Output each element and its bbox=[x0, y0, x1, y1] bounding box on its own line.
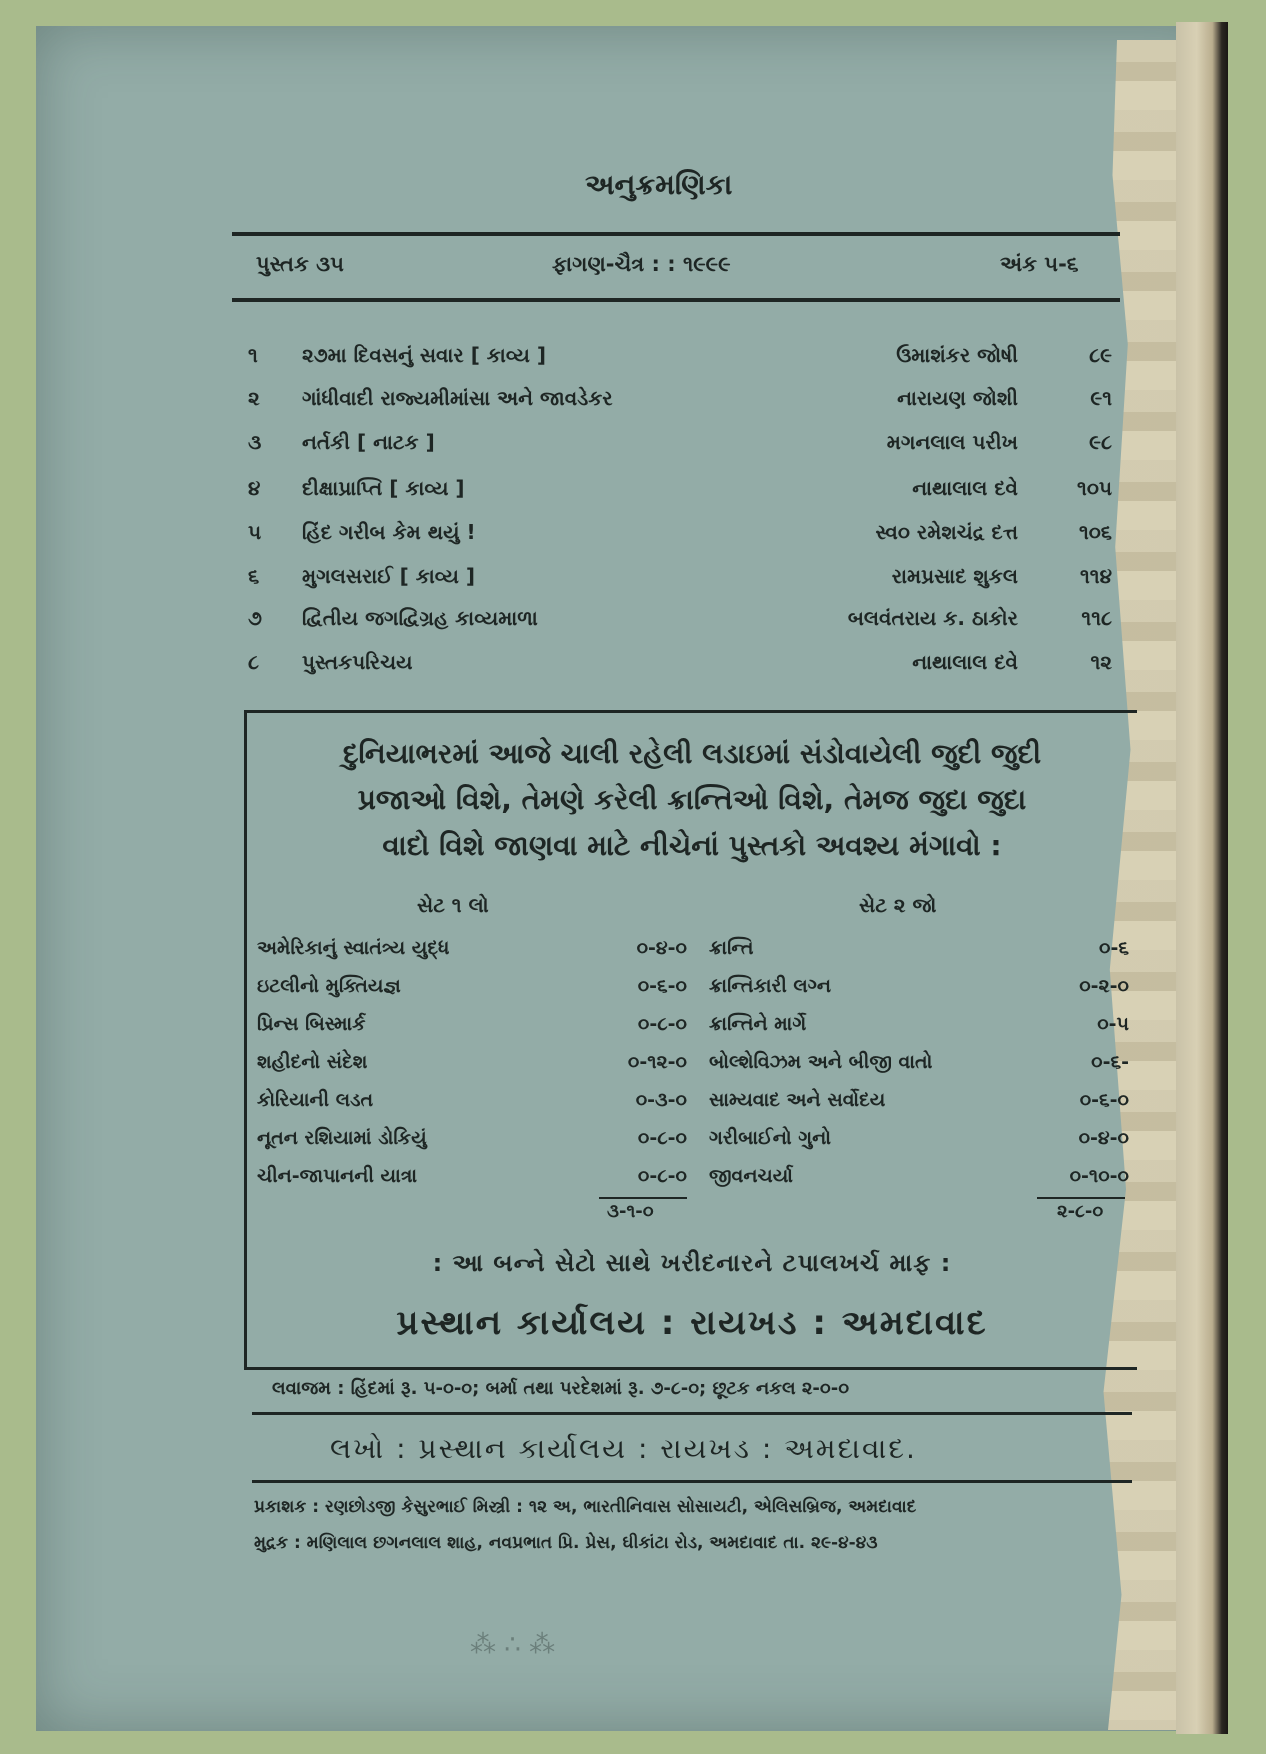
toc-row bbox=[248, 476, 1128, 516]
toc-title: પુસ્તકપરિચય bbox=[302, 650, 413, 674]
book-name: કોરિયાની લડત bbox=[257, 1089, 374, 1111]
header-rule-top bbox=[232, 232, 1120, 236]
book-name: પ્રિન્સ બિસ્માર્ક bbox=[257, 1013, 366, 1035]
toc-number: ૪ bbox=[248, 476, 261, 500]
toc-number: ૩ bbox=[248, 430, 262, 454]
faded-stamp-mark: ⁂ ∴ ⁂ bbox=[470, 1630, 556, 1660]
toc-page-number: ૯૧ bbox=[1090, 386, 1112, 410]
set-1-book bbox=[257, 1013, 687, 1051]
book-price: ૦-૩-૦ bbox=[635, 1089, 687, 1111]
set-1-book bbox=[257, 1089, 687, 1127]
book-name: શહીદનો સંદેશ bbox=[257, 1051, 368, 1073]
book-name: અમેરિકાનું સ્વાતંત્ર્ય યુદ્ધ bbox=[257, 937, 450, 959]
book-price: ૦-૪-૦ bbox=[636, 937, 687, 959]
toc-title: મુગલસરાઈ [ કાવ્ય ] bbox=[302, 564, 475, 588]
toc-title: દ્વિતીય જગદ્વિગ્રહ કાવ્યમાળા bbox=[302, 606, 538, 630]
toc-author: નારાયણ જોશી bbox=[897, 386, 1018, 410]
set-2-book bbox=[709, 1089, 1129, 1127]
printer-line: મુદ્રક : મણિલાલ છગનલાલ શાહ, નવપ્રભાત પ્રિ. પ્રેસ, ઘીકાંટા રોડ, અમદાવાદ તા. ૨૯-૪-૪૩ bbox=[254, 1533, 878, 1553]
toc-number: ૬ bbox=[248, 564, 260, 588]
set-2-book bbox=[709, 975, 1129, 1013]
issue-number: અંક ૫-૬ bbox=[1000, 252, 1079, 276]
set-1-label: સેટ ૧ લો bbox=[417, 893, 489, 917]
book-name: ઇટલીનો મુક્તિયજ્ઞ bbox=[257, 975, 401, 997]
header-rule-bottom bbox=[232, 298, 1120, 302]
toc-title: ગાંધીવાદી રાજ્યમીમાંસા અને જાવડેકર bbox=[302, 386, 613, 410]
set-1-book bbox=[257, 1051, 687, 1089]
book-price: ૦-૧૦-૦ bbox=[1069, 1165, 1129, 1187]
subscription-rates: લવાજમ : હિંદમાં રૂ. ૫-૦-૦; બર્મા તથા પરદેશમાં રૂ. ૭-૮-૦; છૂટક નકલ ૨-૦-૦ bbox=[272, 1378, 850, 1399]
footer-rule-1 bbox=[252, 1412, 1132, 1415]
advertisement-box bbox=[244, 710, 1137, 1370]
publisher-line: પ્રકાશક : રણછોડજી કેસુરભાઈ મિસ્ત્રી : ૧૨ અ, ભારતીનિવાસ સોસાયટી, એલિસબ્રિજ, અમદાવાદ bbox=[254, 1497, 917, 1517]
book-spine bbox=[1176, 22, 1228, 1734]
toc-page-number: ૧૧૮ bbox=[1081, 606, 1112, 630]
set-2-book bbox=[709, 1127, 1129, 1165]
advert-line-1: દુનિયાભરમાં આજે ચાલી રહેલી લડાઇમાં સંડોવાયેલી જુદી જુદી bbox=[342, 737, 1042, 770]
toc-row bbox=[248, 606, 1128, 646]
advert-line-2: પ્રજાઓ વિશે, તેમણે કરેલી ક્રાન્તિઓ વિશે, તેમજ જુદા જુદા bbox=[357, 783, 1027, 816]
toc-number: ૮ bbox=[248, 650, 259, 674]
toc-author: રામપ્રસાદ શુકલ bbox=[891, 564, 1018, 588]
toc-row bbox=[248, 386, 1128, 426]
set-1-book bbox=[257, 937, 687, 975]
set-2-book bbox=[709, 937, 1129, 975]
set-1-book bbox=[257, 1127, 687, 1165]
toc-page-number: ૯૮ bbox=[1089, 430, 1112, 454]
toc-page-number: ૮૯ bbox=[1089, 343, 1112, 367]
set-2-book bbox=[709, 1013, 1129, 1051]
toc-title: હિંદ ગરીબ કેમ થયું ! bbox=[302, 520, 476, 544]
book-price: ૦-૨-૦ bbox=[1079, 975, 1129, 997]
book-price: ૦-૬-૦ bbox=[637, 975, 687, 997]
toc-row bbox=[248, 564, 1128, 604]
toc-author: સ્વ૦ રમેશચંદ્ર દત્ત bbox=[875, 520, 1018, 544]
book-price: ૦-૮-૦ bbox=[637, 1165, 687, 1187]
book-name: ચીન-જાપાનની યાત્રા bbox=[257, 1165, 418, 1187]
toc-title: ૨૭મા દિવસનું સવાર [ કાવ્ય ] bbox=[302, 343, 546, 367]
toc-row bbox=[248, 343, 1128, 383]
toc-row bbox=[248, 520, 1128, 560]
volume-label: પુસ્તક ૩૫ bbox=[256, 252, 344, 276]
toc-author: મગનલાલ પરીખ bbox=[886, 430, 1018, 454]
book-price: ૦-૧૨-૦ bbox=[627, 1051, 687, 1073]
toc-page-number: ૧૧૪ bbox=[1080, 564, 1112, 588]
book-price: ૦-૮-૦ bbox=[637, 1013, 687, 1035]
set-1-total-rule bbox=[599, 1197, 687, 1199]
toc-number: ૨ bbox=[248, 386, 260, 410]
toc-number: ૫ bbox=[248, 520, 262, 544]
free-postage-note: : આ બન્ને સેટો સાથે ખરીદનારને ટપાલખર્ચ માફ : bbox=[432, 1249, 952, 1277]
issue-date: ફાગણ-ચૈત્ર : : ૧૯૯૯ bbox=[552, 252, 731, 276]
book-price: ૦-૮-૦ bbox=[637, 1127, 687, 1149]
toc-title: દીક્ષાપ્રાપ્તિ [ કાવ્ય ] bbox=[302, 476, 465, 500]
toc-number: ૭ bbox=[248, 606, 262, 630]
set-1-total: ૩-૧-૦ bbox=[607, 1201, 654, 1222]
book-name: ક્રાન્તિ bbox=[709, 937, 754, 959]
book-price: ૦-૬- bbox=[1091, 1051, 1129, 1073]
toc-author: ઉમાશંકર જોષી bbox=[896, 343, 1018, 367]
toc-author: બલવંતરાય ક. ઠાકોર bbox=[847, 606, 1018, 630]
office-address: પ્રસ્થાન કાર્યાલય : રાયખડ : અમદાવાદ bbox=[396, 1303, 988, 1343]
advert-line-3: વાદો વિશે જાણવા માટે નીચેનાં પુસ્તકો અવશ્ય મંગાવો : bbox=[382, 829, 1002, 862]
footer-rule-2 bbox=[252, 1480, 1132, 1483]
set-2-total-rule bbox=[1037, 1197, 1125, 1199]
toc-title: નર્તકી [ નાટક ] bbox=[302, 430, 435, 454]
book-price: ૦-૪-૦ bbox=[1078, 1127, 1129, 1149]
book-price: ૦-૬-૦ bbox=[1079, 1089, 1129, 1111]
book-name: ગરીબાઈનો ગુનો bbox=[709, 1127, 832, 1149]
book-name: જીવનચર્યા bbox=[709, 1165, 793, 1187]
set-1-book bbox=[257, 975, 687, 1013]
book-name: ક્રાન્તિકારી લગ્ન bbox=[709, 975, 832, 997]
toc-author: નાથાલાલ દવે bbox=[912, 476, 1018, 500]
toc-row bbox=[248, 650, 1128, 690]
book-name: ક્રાન્તિને માર્ગે bbox=[709, 1013, 807, 1035]
set-2-total: ૨-૮-૦ bbox=[1057, 1201, 1104, 1222]
toc-number: ૧ bbox=[248, 343, 258, 367]
book-price: ૦-૬ bbox=[1099, 937, 1129, 959]
set-2-label: સેટ ૨ જો bbox=[859, 893, 937, 917]
toc-author: નાથાલાલ દવે bbox=[912, 650, 1018, 674]
book-name: સામ્યવાદ અને સર્વોદય bbox=[709, 1089, 886, 1111]
book-name: નૂતન રશિયામાં ડોકિયું bbox=[257, 1127, 427, 1149]
page-title: અનુક્રમણિકા bbox=[585, 168, 733, 201]
write-to-address: લખો : પ્રસ્થાન કાર્યાલય : રાયખડ : અમદાવાદ. bbox=[330, 1432, 917, 1465]
toc-page-number: ૧૦૫ bbox=[1077, 476, 1112, 500]
toc-page-number: ૧૦૬ bbox=[1078, 520, 1112, 544]
toc-page-number: ૧૨ bbox=[1090, 650, 1112, 674]
set-2-book bbox=[709, 1051, 1129, 1089]
book-name: બોલ્શેવિઝમ અને બીજી વાતો bbox=[709, 1051, 933, 1073]
toc-row bbox=[248, 430, 1128, 470]
book-price: ૦-૫ bbox=[1097, 1013, 1129, 1035]
